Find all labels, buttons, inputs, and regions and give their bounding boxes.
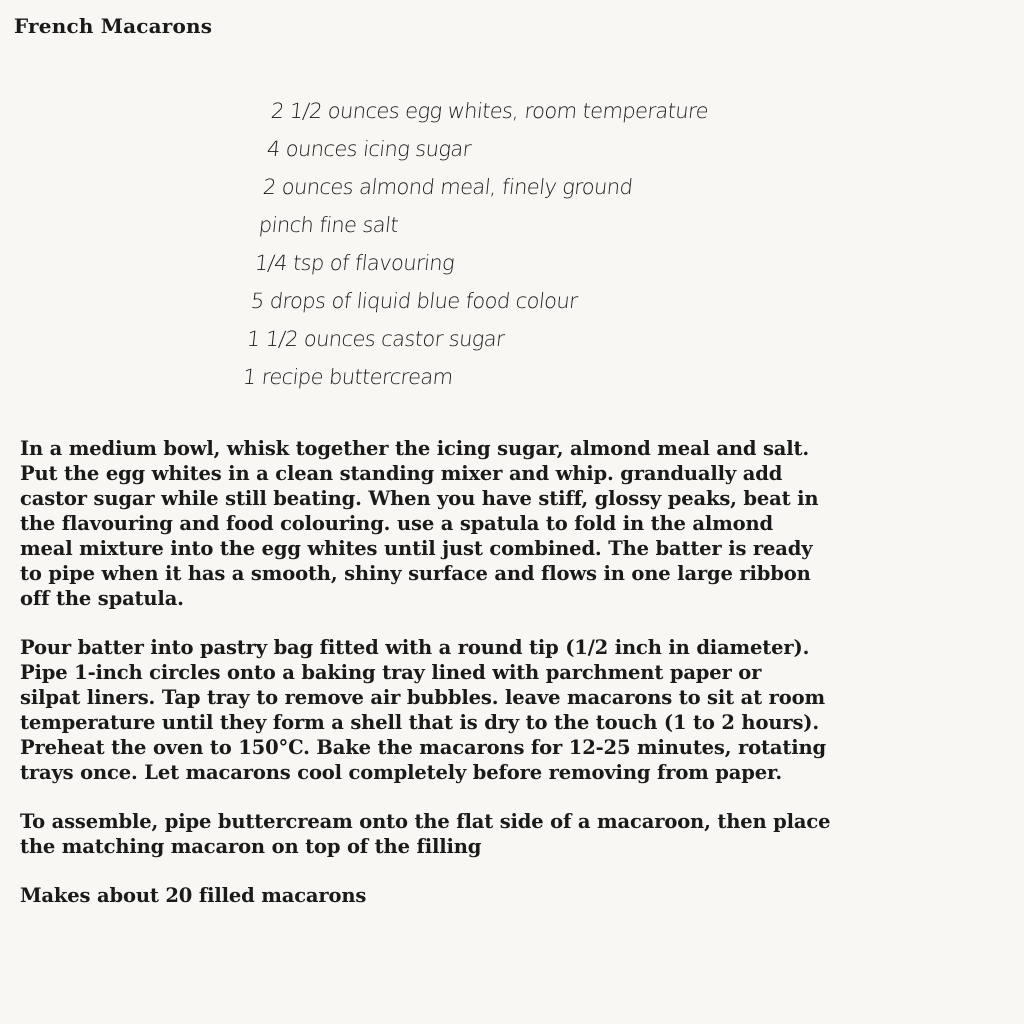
ingredient-item: 4 ounces icing sugar <box>265 137 473 161</box>
ingredient-item: 1/4 tsp of flavouring <box>253 251 456 275</box>
ingredient-item: 2 1/2 ounces egg whites, room temperature <box>269 99 710 123</box>
ingredient-item: pinch fine salt <box>257 213 400 237</box>
method-step: To assemble, pipe buttercream onto the flat side of a macaroon, then place the matching macaron on top of the filling <box>20 810 831 858</box>
recipe-method <box>20 436 995 932</box>
ingredient-item: 1 recipe buttercream <box>241 365 454 389</box>
ingredient-item: 1 1/2 ounces castor sugar <box>245 327 506 351</box>
recipe-title: French Macarons <box>14 14 213 38</box>
ingredient-list <box>241 92 710 396</box>
ingredient-item: 2 ounces almond meal, finely ground <box>261 175 634 199</box>
recipe-yield: Makes about 20 filled macarons <box>20 884 367 907</box>
method-step: Pour batter into pastry bag fitted with a round tip (1/2 inch in diameter). Pipe 1-inch circles onto a baking tray lined with parchment paper or silpat liners. Tap tray to remove air bubbles. leave macarons to sit at room temperature until they form a shell that is dry to the touch (1 to 2 hours). Preheat the oven to 150°C. Bake the macarons for 12-25 minutes, rotating trays once. Let macarons cool completely before removing from paper. <box>20 636 826 784</box>
method-step: In a medium bowl, whisk together the icing sugar, almond meal and salt. Put the egg whites in a clean standing mixer and whip. grandually add castor sugar while still beating. When you have stiff, glossy peaks, beat in the flavouring and food colouring. use a spatula to fold in the almond meal mixture into the egg whites until just combined. The batter is ready to pipe when it has a smooth, shiny surface and flows in one large ribbon off the spatula. <box>20 437 819 610</box>
ingredient-item: 5 drops of liquid blue food colour <box>249 289 579 313</box>
